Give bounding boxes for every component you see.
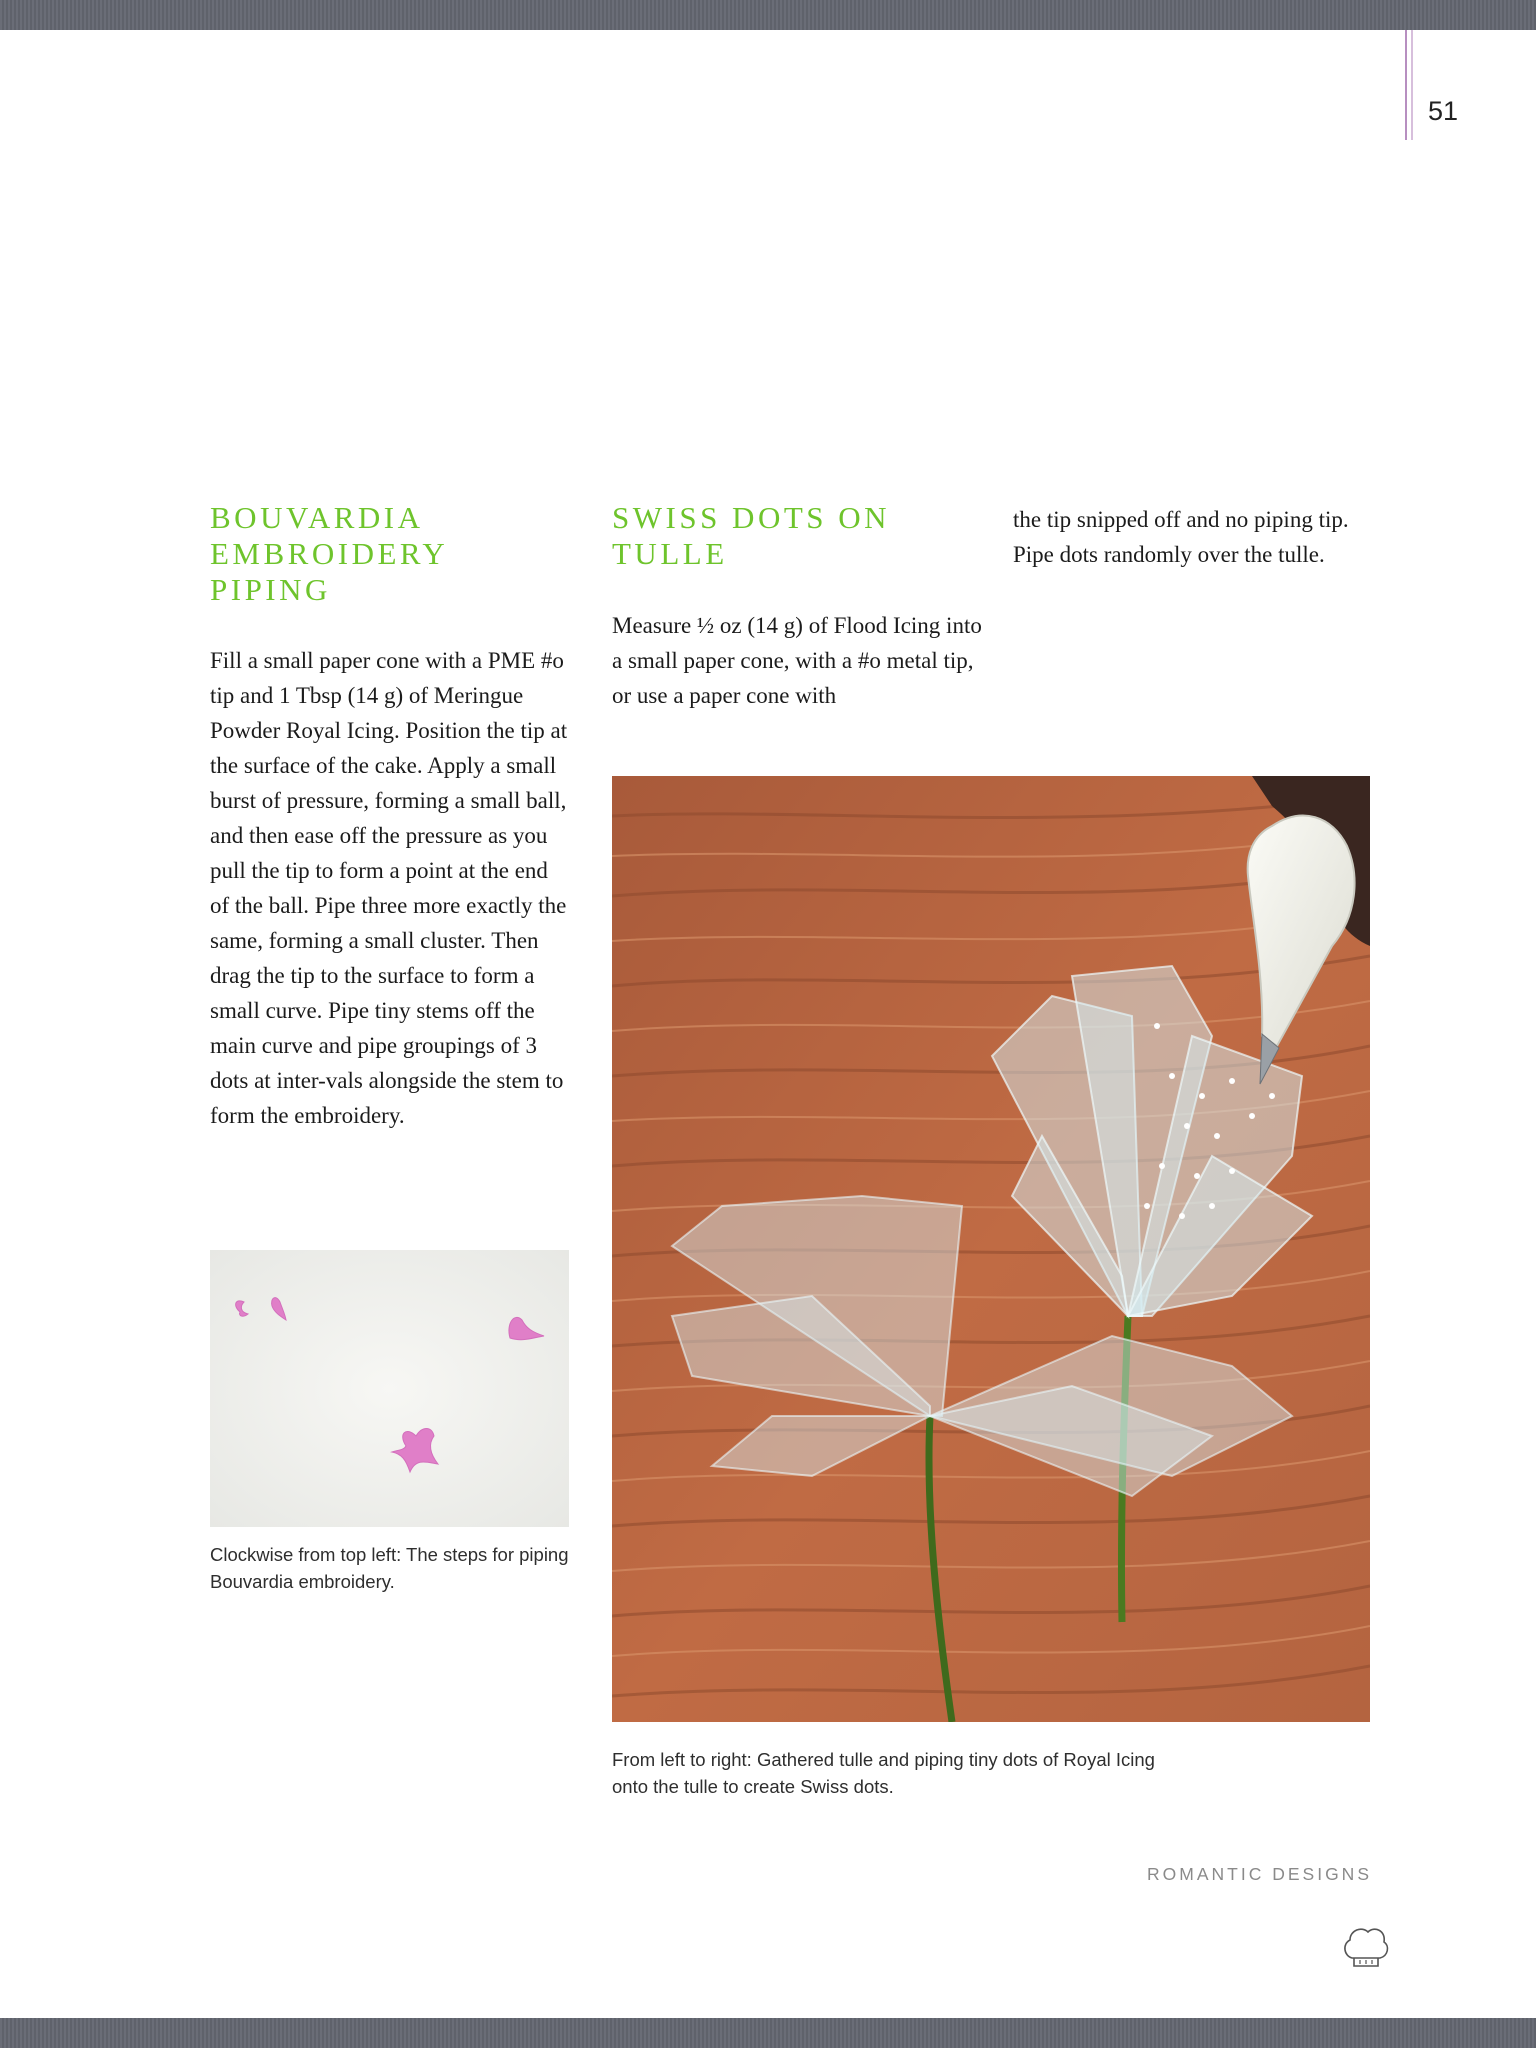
bouvardia-instructions: Fill a small paper cone with a PME #o tip and 1 Tbsp (14 g) of Meringue Powder Royal Icing. Position the tip at the surface of the cake. Apply a small burst of pressure, forming a small ball, and then ease off the pressure as you pull the tip to form a point at the end of the ball. Pipe three more exactly the same, forming a small cluster. Then drag the tip to the surface to form a small curve. Pipe tiny stems off the main curve and pipe groupings of 3 dots at inter-vals alongside the stem to form the embroidery. — [210, 648, 568, 1128]
bouvardia-caption: Clockwise from top left: The steps for piping Bouvardia embroidery. — [210, 1544, 569, 1592]
swiss-dots-heading: SWISS DOTS ON TULLE — [612, 500, 891, 571]
bouvardia-heading: BOUVARDIA EMBROIDERY PIPING — [210, 500, 448, 607]
page-number: 51 — [1428, 96, 1459, 126]
swiss-dots-tulle-photo — [612, 776, 1370, 1722]
swiss-dots-instructions: Measure ½ oz (14 g) of Flood Icing into a small paper cone, with a #o metal tip, or use a paper cone with — [612, 613, 982, 708]
section-title: ROMANTIC DESIGNS — [1147, 1864, 1372, 1884]
swiss-dots-caption: From left to right: Gathered tulle and piping tiny dots of Royal Icing onto the tulle to create Swiss dots. — [612, 1749, 1155, 1797]
chef-hat-icon — [1340, 1922, 1390, 1972]
page-number-rule-light — [1411, 30, 1413, 140]
bouvardia-embroidery-photo — [210, 1250, 569, 1527]
top-frame-bar — [0, 0, 1536, 30]
page-number-rule — [1405, 30, 1407, 140]
swiss-dots-instructions-continued: the tip snipped off and no piping tip. Pipe dots randomly over the tulle. — [1013, 507, 1349, 567]
bottom-frame-bar — [0, 2018, 1536, 2048]
